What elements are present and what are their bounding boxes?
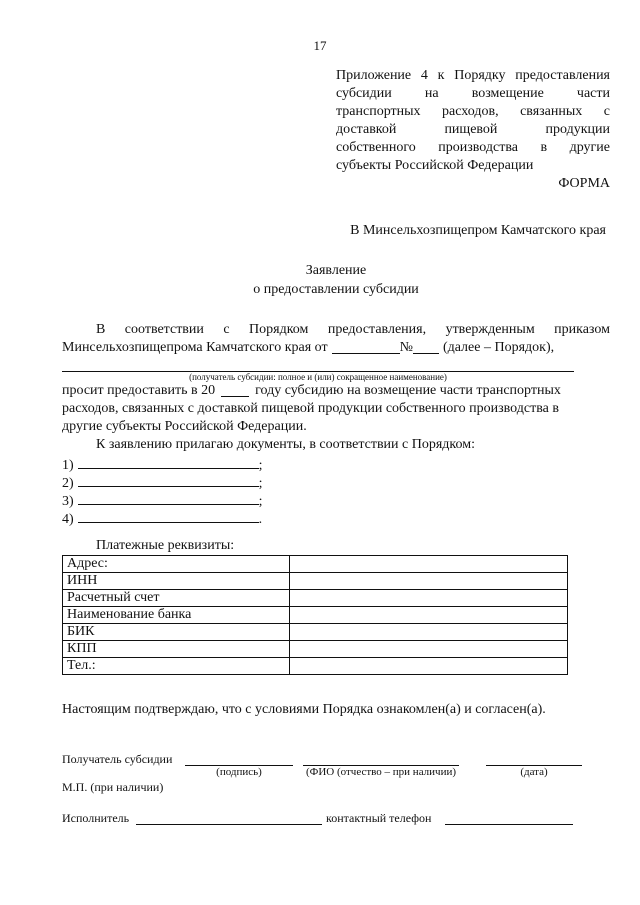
table-row	[63, 590, 568, 607]
payment-value-kpp[interactable]	[290, 641, 568, 658]
payment-value-phone[interactable]	[290, 658, 568, 675]
document-field-2[interactable]	[78, 473, 259, 487]
caption-full-name: (ФИО (отчество – при наличии)	[305, 766, 457, 778]
intro-line-2: Минсельхозпищепрома Камчатского края от № (далее – Порядок),	[62, 340, 555, 355]
payment-label-bik: БИК	[63, 624, 290, 641]
payment-value-bank[interactable]	[290, 607, 568, 624]
payment-label-bank: Наименование банка	[63, 607, 290, 624]
caption-signature: (подпись)	[216, 766, 262, 778]
executor-field[interactable]	[136, 824, 322, 825]
order-date-field[interactable]	[332, 340, 400, 354]
form-label: ФОРМА	[558, 176, 610, 191]
document-item-2: 2) ;	[62, 473, 263, 492]
executor-label: Исполнитель	[62, 811, 130, 825]
appendix-line-6: субъекты Российской Федерации	[336, 158, 534, 173]
intro-line-1: В соответствии с Порядком предоставления, утвержденным приказом	[96, 322, 610, 337]
document-item-1: 1) ;	[62, 455, 263, 474]
stamp-label: М.П. (при наличии)	[62, 780, 164, 794]
appendix-line-3: транспортных расходов, связанных с	[336, 104, 610, 119]
intro-line-5: другие субъекты Российской Федерации.	[62, 419, 307, 434]
document-item-3: 3) ;	[62, 491, 263, 510]
intro-line-3: просит предоставить в 20 году субсидию на возмещение части транспортных	[62, 383, 561, 398]
payment-label-account: Расчетный счет	[63, 590, 290, 607]
document-item-4: 4) .	[62, 509, 262, 528]
signature-label: Получатель субсидии	[62, 752, 173, 766]
table-row	[63, 556, 568, 573]
recipient-ministry: В Минсельхозпищепром Камчатского края	[350, 223, 606, 238]
document-field-3[interactable]	[78, 491, 259, 505]
appendix-line-1: Приложение 4 к Порядку предоставления	[336, 68, 610, 83]
recipient-hint: (получатель субсидии: полное и (или) сокращенное наименование)	[189, 372, 447, 382]
payment-details-table	[62, 555, 568, 675]
document-field-1[interactable]	[78, 455, 259, 469]
year-field[interactable]	[221, 383, 249, 397]
appendix-block	[336, 67, 610, 193]
appendix-line-5: собственного производства в другие	[336, 140, 610, 155]
table-row	[63, 658, 568, 675]
documents-intro: К заявлению прилагаю документы, в соответствии с Порядком:	[96, 437, 475, 452]
payment-value-bik[interactable]	[290, 624, 568, 641]
page-number: 17	[313, 38, 327, 53]
payment-label-address: Адрес:	[63, 556, 290, 573]
appendix-line-4: доставкой пищевой продукции	[336, 122, 610, 137]
payment-value-account[interactable]	[290, 590, 568, 607]
table-row	[63, 624, 568, 641]
payment-label-phone: Тел.:	[63, 658, 290, 675]
document-subtitle: о предоставлении субсидии	[253, 282, 419, 297]
appendix-line-2: субсидии на возмещение части	[336, 86, 610, 101]
table-row	[63, 607, 568, 624]
caption-date: (дата)	[520, 766, 548, 778]
payment-label-inn: ИНН	[63, 573, 290, 590]
document-field-4[interactable]	[78, 509, 259, 523]
payment-value-inn[interactable]	[290, 573, 568, 590]
phone-label: контактный телефон	[326, 811, 432, 825]
document-title: Заявление	[305, 263, 367, 278]
payment-heading: Платежные реквизиты:	[96, 538, 235, 553]
order-number-field[interactable]	[413, 340, 439, 354]
phone-field[interactable]	[445, 824, 573, 825]
payment-value-address[interactable]	[290, 556, 568, 573]
table-row	[63, 641, 568, 658]
intro-line-4: расходов, связанных с доставкой пищевой продукции собственного производства в	[62, 401, 559, 416]
payment-label-kpp: КПП	[63, 641, 290, 658]
confirmation-text: Настоящим подтверждаю, что с условиями Порядка ознакомлен(а) и согласен(а).	[62, 702, 546, 717]
table-row	[63, 573, 568, 590]
